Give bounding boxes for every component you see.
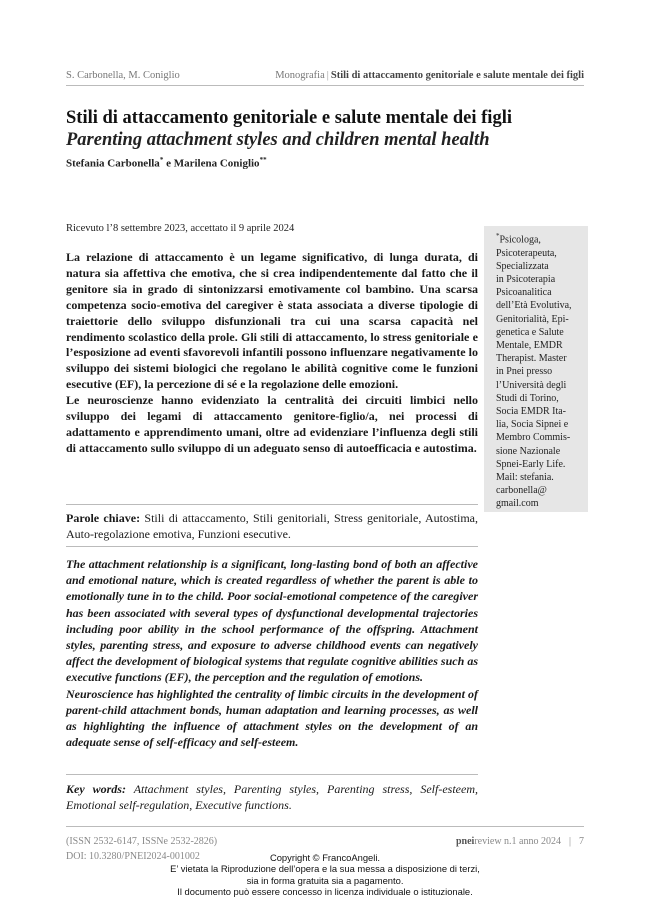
running-header-authors: S. Carbonella, M. Coniglio <box>66 70 180 81</box>
header-rule <box>66 85 584 86</box>
author-note-line: in Psicoterapia <box>496 273 556 285</box>
author-2: Marilena Coniglio <box>173 157 260 170</box>
journal-issue: review n.1 anno 2024 <box>474 836 561 847</box>
author-note-line: Socia EMDR Ita- <box>496 405 566 417</box>
author-line <box>66 156 267 170</box>
copyright-notice <box>0 852 650 897</box>
author-1-mark: * <box>159 156 164 164</box>
author-note-line: genetica e Salute <box>496 326 564 338</box>
keywords-en-top-rule <box>66 774 478 775</box>
received-date: Ricevuto l’8 settembre 2023, accettato il 9 aprile 2024 <box>66 223 295 234</box>
issn: (ISSN 2532-6147, ISSNe 2532-2826) <box>66 836 218 847</box>
author-note-line: Studi di Torino, <box>496 392 559 404</box>
abstract-italian <box>66 250 478 457</box>
author-note-line: lia, Socia Sipnei e <box>496 419 569 431</box>
author-note-line: Psicoterapeuta, <box>496 247 557 259</box>
keywords-it-bottom-rule <box>66 546 478 547</box>
author-note-line: carbonella@ <box>496 485 547 497</box>
author-note-line: Mentale, EMDR <box>496 339 563 351</box>
author-conjunction: e <box>163 157 174 170</box>
abstract-it-paragraph-2: Le neuroscienze hanno evidenziato la centralità dei circuiti limbici nello sviluppo dei legami di attaccamento genitore-figlio/a, nei processi di adattamento e apprendimento umani, oltre ad evidenziare l’influenza degli stili di attaccamento sullo sviluppo di un adeguato senso di autoefficacia e autostima. <box>66 393 478 455</box>
copyright-line: Il documento può essere concesso in licenza individuale o istituzionale. <box>177 885 473 897</box>
author-note-line: Psicoanalitica <box>496 287 552 299</box>
keywords-it-top-rule <box>66 504 478 505</box>
article-title-english: Parenting attachment styles and children mental health <box>66 130 490 150</box>
author-note-line: Spnei-Early Life. <box>496 458 566 470</box>
journal-name-bold: pnei <box>455 836 475 847</box>
footer-rule <box>66 826 584 827</box>
copyright-line: Copyright © FrancoAngeli. <box>269 852 381 863</box>
author-note-line: sione Nazionale <box>496 445 561 457</box>
author-note-line: gmail.com <box>496 498 539 510</box>
author-2-mark: ** <box>259 156 267 164</box>
author-note-line: dell’Età Evolutiva, <box>496 300 572 312</box>
section-label: Monografia <box>275 70 325 81</box>
copyright-line: sia in forma gratuita sia a pagamento. <box>246 874 404 886</box>
abstract-en-paragraph-1: The attachment relationship is a significant, long-lasting bond of both an affective and emotional nature, which is created regardless of whether the parent is able to emotionally tune in to the child. Poor social-emotional competence of the caregiver has been associated with several types of dysfunctional developmental trajectories including poor ability in the school performance of the offspring. Attachment styles, parenting stress, and exposure to adverse childhood events can negatively affect the development of biological systems that regulate cognitive abilities such as executive functions (EF), the perception and the regulation of emotions. <box>66 557 478 685</box>
author-note-line: Mail: stefania. <box>496 471 554 483</box>
author-note-line: Genitorialità, Epi- <box>496 313 569 325</box>
keywords-it-label: Parole chiave: <box>66 511 141 525</box>
copyright-line: E’ vietata la Riproduzione dell’opera e la sua messa a disposizione di terzi, <box>170 863 480 875</box>
running-header-title: Monografia | Stili di attaccamento genitoriale e salute mentale dei figli <box>275 70 584 81</box>
keywords-english <box>66 781 478 813</box>
author-note-line: Therapist. Master <box>496 353 567 365</box>
keywords-it-text: Stili di attaccamento, Stili genitoriali, Stress genitoriale, Autostima, Auto-regolazione emotiva, Funzioni esecutive. <box>66 511 478 541</box>
author-1: Stefania Carbonella <box>66 157 160 170</box>
abstract-en-paragraph-2: Neuroscience has highlighted the centrality of limbic circuits in the development of parent-child attachment bonds, human adaptation and learning processes, as well as highlighting the influence of attachment styles on the development of an adequate sense of self-efficacy and self-esteem. <box>66 686 478 750</box>
author-note-line: l’Università degli <box>496 379 567 391</box>
journal-info: pneireview n.1 anno 2024 | 7 <box>455 836 584 847</box>
running-title: Stili di attaccamento genitoriale e salute mentale dei figli <box>330 70 584 81</box>
article-title-italian: Stili di attaccamento genitoriale e salute mentale dei figli <box>66 108 512 128</box>
abstract-it-paragraph-1: La relazione di attaccamento è un legame significativo, di lunga durata, di natura sia affettiva che emotiva, che si crea indipendentemente dal fatto che il genitore sia in grado di sintonizzarsi emotivamente col bambino. Una scarsa competenza socio-emotiva del caregiver è stata associata a diverse tipologie di traiettorie dello sviluppo disfunzionali tra cui una scarsa capacità nel rendimento scolastico della prole. Gli stili di attaccamento, lo stress genitoriale e l’esposizione ad eventi sfavorevoli infantili possono influenzare negativamente lo sviluppo dei sistemi biologici che regolano le abilità cognitive come le funzioni esecutive (EF), la percezione di sé e la regolazione delle emozioni. <box>66 250 478 392</box>
keywords-italian <box>66 510 478 542</box>
author-note-line: Membro Commis- <box>496 432 571 444</box>
author-note-mark: * <box>496 232 500 240</box>
author-note-line: Psicologa, <box>499 234 541 246</box>
doi: DOI: 10.3280/PNEI2024-001002 <box>66 851 200 862</box>
author-note-line: Specializzata <box>496 260 549 272</box>
author-note-sidebar <box>484 226 588 512</box>
author-note-line: in Pnei presso <box>496 366 553 378</box>
abstract-english <box>66 556 478 750</box>
keywords-en-text: Attachment styles, Parenting styles, Parenting stress, Self-esteem, Emotional self-regulation, Executive functions. <box>66 782 478 812</box>
page-number: 7 <box>579 836 584 847</box>
keywords-en-label: Key words: <box>66 782 126 796</box>
